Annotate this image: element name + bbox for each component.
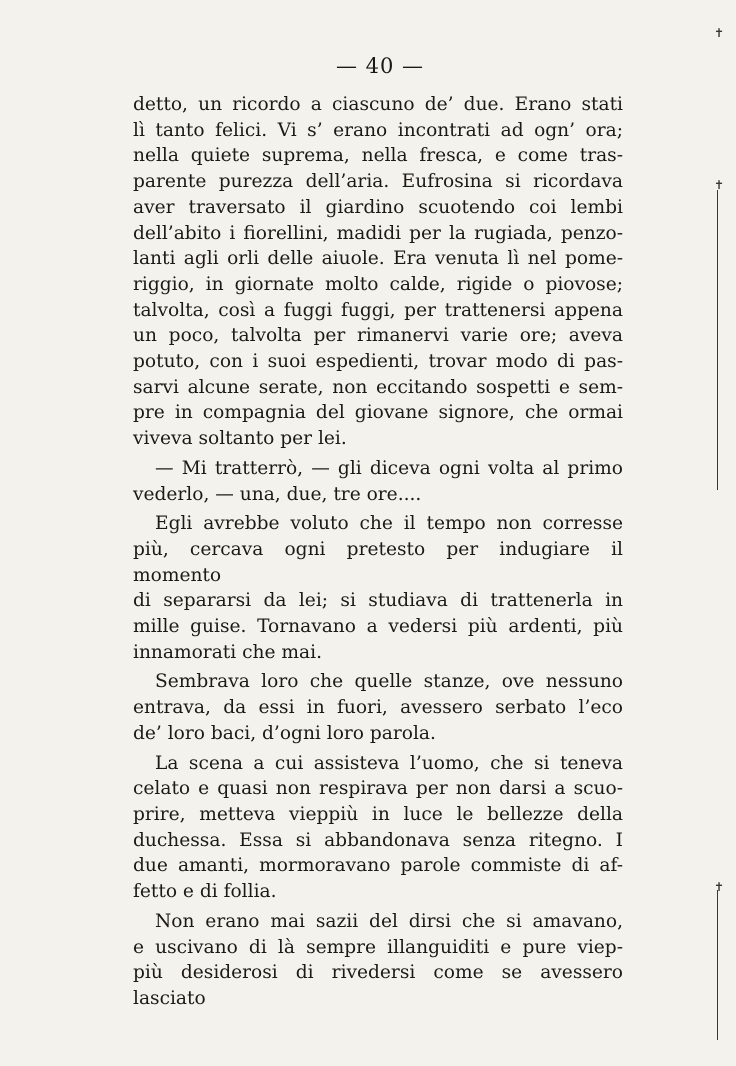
text-line: Non erano mai sazii del dirsi che si amavano, <box>155 910 623 932</box>
text-line: lanti agli orli delle aiuole. Era venuta lì nel pome- <box>133 248 623 270</box>
text-line: vederlo, — una, due, tre ore.... <box>133 483 422 505</box>
text-line: entrava, da essi in fuori, avessero serbato l’eco <box>133 697 623 719</box>
text-line: detto, un ricordo a ciascuno de’ due. Erano stati <box>133 94 623 115</box>
text-line: talvolta, così a fuggi fuggi, per trattenersi appena <box>133 299 623 321</box>
text-line: lì tanto felici. Vi s’ erano incontrati ad ogn’ ora; <box>133 119 623 141</box>
text-line: potuto, con i suoi espedienti, trovar modo di pas- <box>133 351 623 373</box>
text-line: riggio, in giornate molto calde, rigide o piovose; <box>133 273 623 295</box>
scan-edge-line <box>717 190 718 490</box>
scan-edge-line <box>717 890 718 1040</box>
text-line: — Mi tratterrò, — gli diceva ogni volta al primo <box>155 457 623 479</box>
text-line: viveva soltanto per lei. <box>133 428 347 450</box>
text-line: fetto e di follia. <box>133 881 277 903</box>
text-line: più, cercava ogni pretesto per indugiare il momento <box>133 538 623 586</box>
text-line: pre in compagnia del giovane signore, che ormai <box>133 402 623 424</box>
text-line: celato e quasi non respirava per non darsi a scuo- <box>133 778 623 800</box>
text-line: prire, metteva vieppiù in luce le bellezze della <box>133 803 623 825</box>
text-line: Sembrava loro che quelle stanze, ove nessuno <box>155 671 623 693</box>
text-line: nella quiete suprema, nella fresca, e come tras- <box>133 145 623 167</box>
text-line: aver traversato il giardino scuotendo coi lembi <box>133 196 623 218</box>
text-line: dell’abito i fiorellini, madidi per la rugiada, penzo- <box>133 222 623 244</box>
text-line: e uscivano di là sempre illanguiditi e pure viep- <box>133 936 623 958</box>
text-line: duchessa. Essa si abbandonava senza ritegno. I <box>133 829 623 851</box>
scan-mark-icon: ✝ <box>713 880 724 894</box>
text-line: un poco, talvolta per rimanervi varie ore; aveva <box>133 325 623 347</box>
text-line: parente purezza dell’aria. Eufrosina si ricordava <box>133 171 623 193</box>
text-line: innamorati che mai. <box>133 641 322 663</box>
text-line: mille guise. Tornavano a vedersi più ardenti, più <box>133 616 623 638</box>
text-line: due amanti, mormoravano parole commiste di af- <box>133 855 623 877</box>
body-text <box>133 92 623 1012</box>
text-line: di separarsi da lei; si studiava di trattenerla in <box>133 590 623 612</box>
scan-mark-icon: ✝ <box>713 26 724 40</box>
text-line: La scena a cui assisteva l’uomo, che si teneva <box>155 752 623 774</box>
text-line: de’ loro baci, d’ogni loro parola. <box>133 722 436 744</box>
text-line: Egli avrebbe voluto che il tempo non corresse <box>155 513 623 535</box>
scan-mark-icon: ✝ <box>713 178 724 192</box>
text-line: più desiderosi di rivedersi come se avessero lasciato <box>133 962 623 1009</box>
page-number: — 40 — <box>335 54 425 78</box>
text-line: sarvi alcune serate, non eccitando sospetti e sem- <box>133 376 623 398</box>
